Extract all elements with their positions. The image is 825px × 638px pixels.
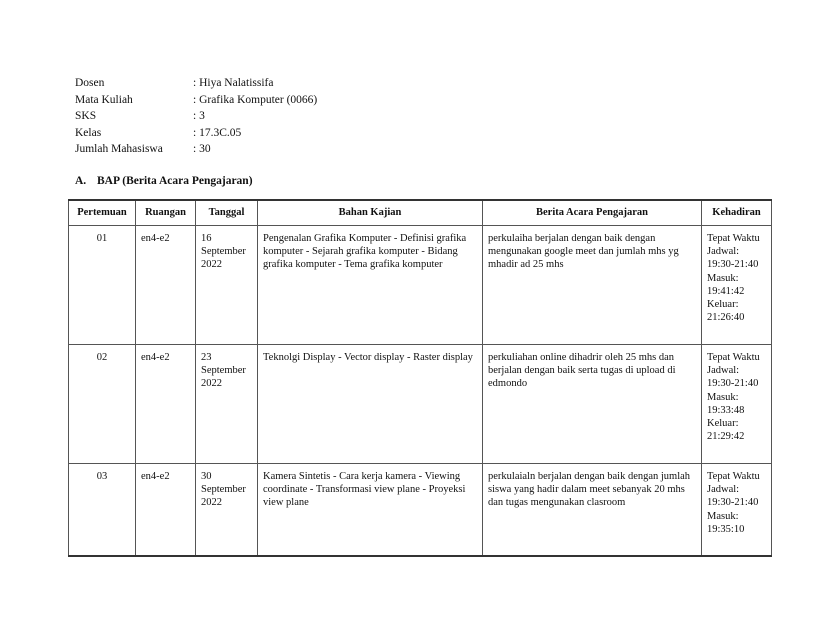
cell-berita-acara: perkulaiha berjalan dengan baik dengan mengunakan google meet dan jumlah mhs yg mhadir ad 25 mhs [483, 226, 702, 345]
cell-pertemuan: 02 [69, 345, 136, 464]
table-row [69, 345, 772, 464]
cell-kehadiran [702, 345, 772, 464]
kehadiran-jadwal: Jadwal: 19:30-21:40 [707, 246, 759, 271]
kehadiran-status: Tepat Waktu [707, 352, 760, 363]
info-row-kelas [75, 125, 317, 142]
table-row [69, 226, 772, 345]
info-row-dosen [75, 75, 317, 92]
column-header-bahan-kajian: Bahan Kajian [258, 200, 483, 226]
info-value: : Grafika Komputer (0066) [193, 93, 318, 106]
cell-tanggal: 23 September 2022 [196, 345, 258, 464]
kehadiran-keluar: Keluar: 21:26:40 [707, 299, 745, 324]
section-heading [75, 175, 253, 187]
info-value: : 3 [193, 110, 205, 123]
cell-berita-acara: perkuliahan online dihadrir oleh 25 mhs dan berjalan dengan baik serta tugas di upload di edmondo [483, 345, 702, 464]
section-title: BAP (Berita Acara Pengajaran) [97, 175, 253, 187]
info-label: SKS [75, 110, 97, 123]
table-row [69, 464, 772, 557]
kehadiran-masuk: Masuk: 19:35:10 [707, 510, 745, 535]
cell-ruangan: en4-e2 [136, 226, 196, 345]
info-value: : Hiya Nalatissifa [193, 77, 274, 89]
info-value: : 30 [193, 143, 211, 156]
cell-berita-acara: perkulaialn berjalan dengan baik dengan jumlah siswa yang hadir dalam meet sebanyak 20 mhs dan tugas mengunakan clasroom [483, 464, 702, 557]
info-label: Dosen [75, 77, 105, 89]
info-label: Mata Kuliah [75, 93, 133, 106]
column-header-ruangan: Ruangan [136, 200, 196, 226]
info-row-mata-kuliah [75, 92, 317, 109]
kehadiran-jadwal: Jadwal: 19:30-21:40 [707, 484, 759, 509]
cell-pertemuan: 03 [69, 464, 136, 557]
info-row-jumlah-mahasiswa [75, 141, 317, 158]
cell-tanggal: 30 September 2022 [196, 464, 258, 557]
cell-kehadiran [702, 226, 772, 345]
kehadiran-status: Tepat Waktu [707, 233, 760, 244]
cell-bahan-kajian: Kamera Sintetis - Cara kerja kamera - Viewing coordinate - Transformasi view plane - Proyeksi view plane [258, 464, 483, 557]
cell-bahan-kajian: Pengenalan Grafika Komputer - Definisi grafika komputer - Sejarah grafika komputer - Bidang grafika komputer - Tema grafika komputer [258, 226, 483, 345]
column-header-kehadiran: Kehadiran [702, 200, 772, 226]
kehadiran-keluar: Keluar: 21:29:42 [707, 418, 745, 443]
bap-table [68, 199, 772, 557]
kehadiran-masuk: Masuk: 19:33:48 [707, 391, 745, 416]
course-info [75, 75, 317, 158]
column-header-tanggal: Tanggal [196, 200, 258, 226]
cell-kehadiran [702, 464, 772, 557]
column-header-berita-acara: Berita Acara Pengajaran [483, 200, 702, 226]
info-label: Kelas [75, 126, 102, 139]
cell-pertemuan: 01 [69, 226, 136, 345]
cell-bahan-kajian: Teknolgi Display - Vector display - Raster display [258, 345, 483, 464]
cell-ruangan: en4-e2 [136, 464, 196, 557]
kehadiran-status: Tepat Waktu [707, 471, 760, 482]
info-row-sks [75, 108, 317, 125]
kehadiran-masuk: Masuk: 19:41:42 [707, 272, 745, 297]
column-header-pertemuan: Pertemuan [69, 200, 136, 226]
cell-tanggal: 16 September 2022 [196, 226, 258, 345]
section-number: A. [75, 175, 87, 187]
cell-ruangan: en4-e2 [136, 345, 196, 464]
kehadiran-jadwal: Jadwal: 19:30-21:40 [707, 365, 759, 390]
table-header-row [69, 200, 772, 226]
info-value: : 17.3C.05 [193, 126, 242, 139]
info-label: Jumlah Mahasiswa [75, 143, 163, 156]
